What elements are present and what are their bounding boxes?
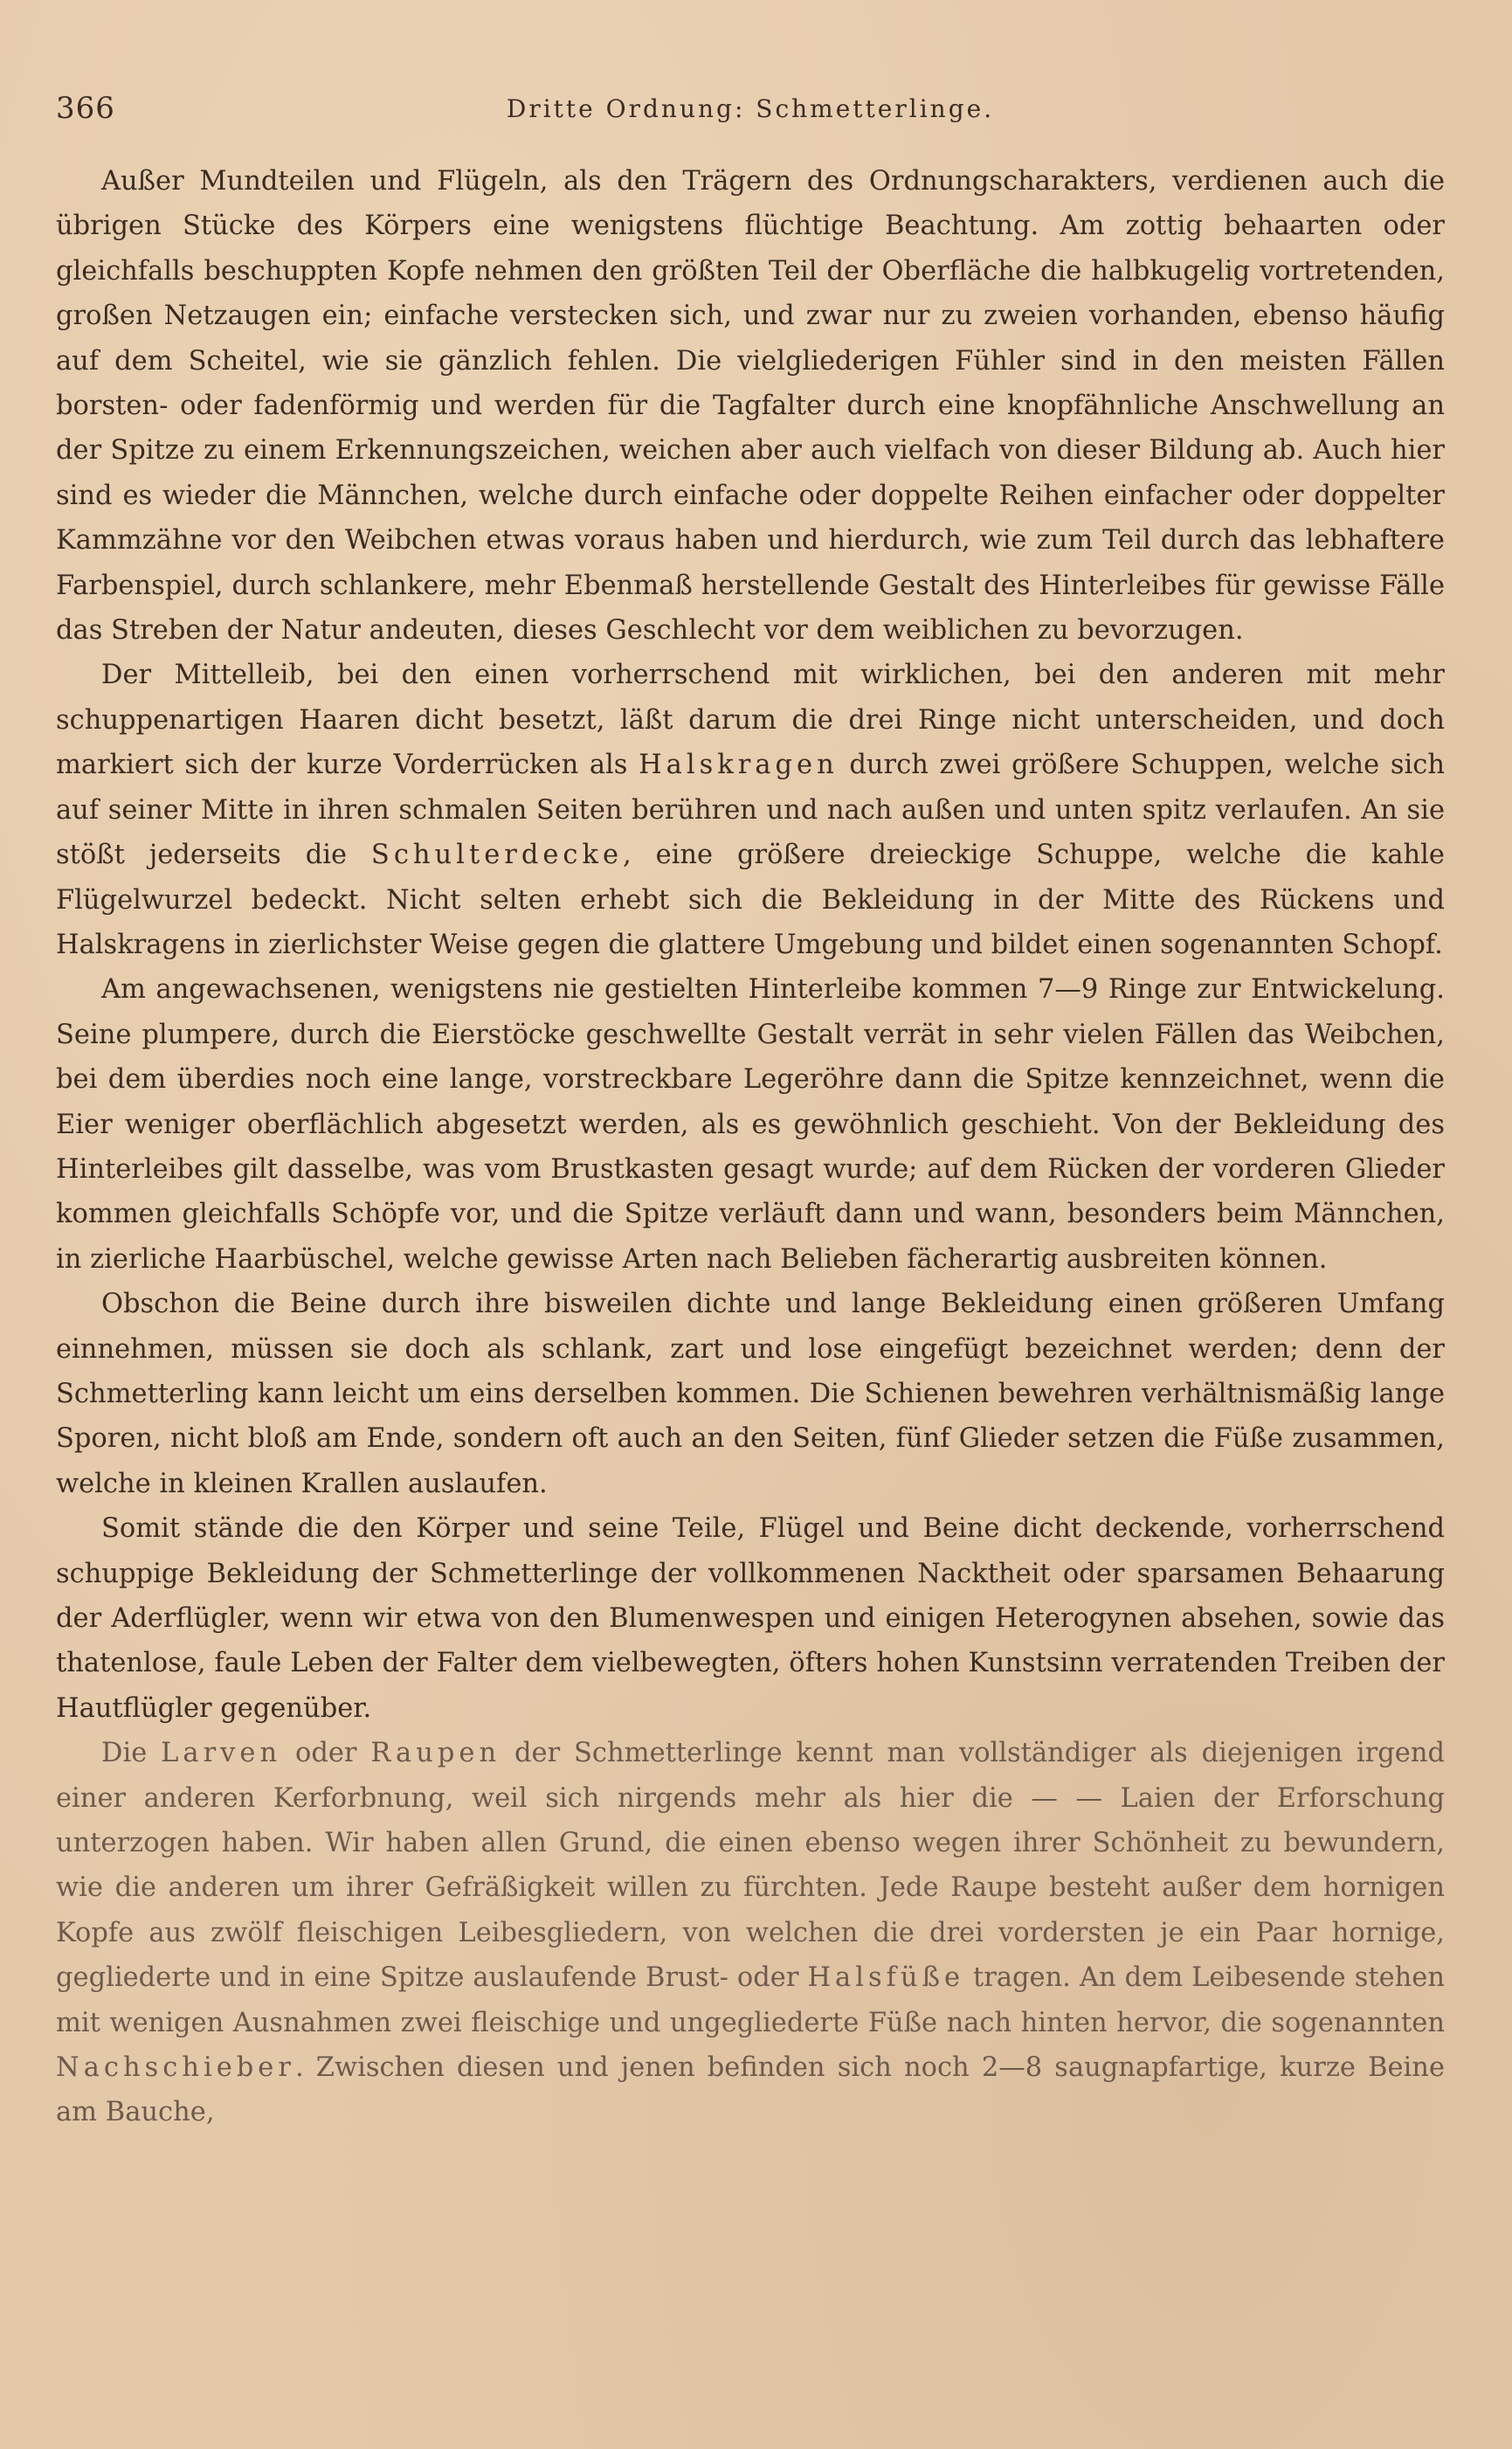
paragraph-text: durch zwei größere Schuppen, welche sich auf seiner Mitte in ihren schmalen Seiten berühren und nach außen und unten spitz verlaufen. An sie stößt jederseits die: [56, 750, 1445, 871]
paragraph-text: Die: [101, 1738, 162, 1769]
paragraph-larvae: [56, 1731, 1445, 2135]
paragraph-head-features: Außer Mundteilen und Flügeln, als den Trägern des Ordnungscharakters, verdienen auch die übrigen Stücke des Körpers eine wenigstens flüchtige Beachtung. Am zottig behaarten oder gleichfalls beschuppten Kopfe nehmen den größten Teil der Oberfläche die halbkugelig vortretenden, großen Netzaugen ein; einfache verstecken sich, und zwar nur zu zweien vorhanden, ebenso häufig auf dem Scheitel, wie sie gänzlich fehlen. Die vielgliederigen Fühler sind in den meisten Fällen borsten- oder fadenförmig und werden für die Tagfalter durch eine knopfähnliche Anschwellung an der Spitze zu einem Erkennungszeichen, weichen aber auch vielfach von dieser Bildung ab. Auch hier sind es wieder die Männchen, welche durch einfache oder doppelte Reihen einfacher oder doppelter Kammzähne vor den Weibchen etwas voraus haben und hierdurch, wie zum Teil durch das lebhaftere Farbenspiel, durch schlankere, mehr Ebenmaß herstellende Gestalt des Hinterleibes für gewisse Fälle das Streben der Natur andeuten, dieses Geschlecht vor dem weiblichen zu bevorzugen.: [56, 166, 1445, 647]
paragraph-text: . Zwischen diesen und jenen befinden sich noch 2—8 saugnapfartige, kurze Beine am Bauche,: [56, 2052, 1445, 2128]
paragraph-legs: Obschon die Beine durch ihre bisweilen dichte und lange Bekleidung einen größeren Umfang einnehmen, müssen sie doch als schlank, zart und lose eingefügt bezeichnet werden; denn der Schmetterling kann leicht um eins derselben kommen. Die Schienen bewehren verhältnismäßig lange Sporen, nicht bloß am Ende, sondern oft auch an den Seiten, fünf Glieder setzen die Füße zusammen, welche in kleinen Krallen auslaufen.: [56, 1289, 1445, 1499]
spaced-term-halsfuesse: Halsfüße: [807, 1962, 964, 1994]
paragraph-text: tragen. An dem Leibesende stehen mit wenigen Ausnahmen zwei fleischige und ungegliederte Füße nach hinten hervor, die sogenannten: [56, 1962, 1445, 2038]
paragraph-abdomen: Am angewachsenen, wenigstens nie gestielten Hinterleibe kommen 7—9 Ringe zur Entwickelung. Seine plumpere, durch die Eierstöcke geschwellte Gestalt verrät in sehr vielen Fällen das Weibchen, bei dem überdies noch eine lange, vorstreckbare Legeröhre dann die Spitze kennzeichnet, wenn die Eier weniger oberflächlich abgesetzt werden, als es gewöhnlich geschieht. Von der Bekleidung des Hinterleibes gilt dasselbe, was vom Brustkasten gesagt wurde; auf dem Rücken der vorderen Glieder kommen gleichfalls Schöpfe vor, und die Spitze verläuft dann und wann, besonders beim Männchen, in zierliche Haarbüschel, welche gewisse Arten nach Belieben fächerartig ausbreiten können.: [56, 974, 1445, 1275]
spaced-term-larven: Larven: [161, 1738, 282, 1769]
paragraph-text: , eine größere dreieckige Schuppe, welche die kahle Flügelwurzel bedeckt. Nicht selten erhebt sich die Bekleidung in der Mitte des Rückens und Halskragens in zierlichster Weise gegen die glattere Umgebung und bildet einen sogenannten Schopf.: [56, 840, 1445, 960]
spaced-term-halskragen: Halskragen: [639, 750, 839, 781]
page-body: [56, 159, 1445, 2135]
book-page: [56, 87, 1445, 2394]
paragraph-comparison: Somit stände die den Körper und seine Teile, Flügel und Beine dicht deckende, vorherrschend schuppige Bekleidung der Schmetterlinge der vollkommenen Nacktheit oder sparsamen Behaarung der Aderflügler, wenn wir etwa von den Blumenwespen und einigen Heterogynen absehen, sowie das thatenlose, faule Leben der Falter dem vielbewegten, öfters hohen Kunstsinn verratenden Treiben der Hautflügler gegenüber.: [56, 1513, 1445, 1724]
spaced-term-raupen: Raupen: [370, 1738, 501, 1769]
spaced-term-schulterdecke: Schulterdecke: [370, 840, 624, 871]
paragraph-text: der Schmetterlinge kennt man vollständiger als diejenigen irgend einer anderen Kerforbnung, weil sich nirgends mehr als hier die — — Laien der Erforschung unterzogen haben. Wir haben allen Grund, die einen ebenso wegen ihrer Schönheit zu bewundern, wie die anderen um ihrer Gefräßigkeit willen zu fürchten. Jede Raupe besteht außer dem hornigen Kopfe aus zwölf fleischigen Leibesgliedern, von welchen die drei vordersten je ein Paar hornige, gegliederte und in eine Spitze auslaufende Brust- oder: [56, 1738, 1445, 1994]
running-head: Dritte Ordnung: Schmetterlinge.: [506, 94, 995, 123]
spaced-term-nachschieber: Nachschieber: [56, 2052, 295, 2084]
page-header: [56, 87, 1445, 140]
paragraph-text: Der Mittelleib, bei den einen vorherrschend mit wirklichen, bei den anderen mit mehr schuppenartigen Haaren dicht besetzt, läßt darum die drei Ringe nicht unterscheiden, und doch markiert sich der kurze Vorderrücken als: [56, 660, 1445, 781]
paragraph-text: oder: [281, 1738, 371, 1769]
page-number: 366: [56, 91, 115, 126]
paragraph-thorax: [56, 653, 1445, 967]
